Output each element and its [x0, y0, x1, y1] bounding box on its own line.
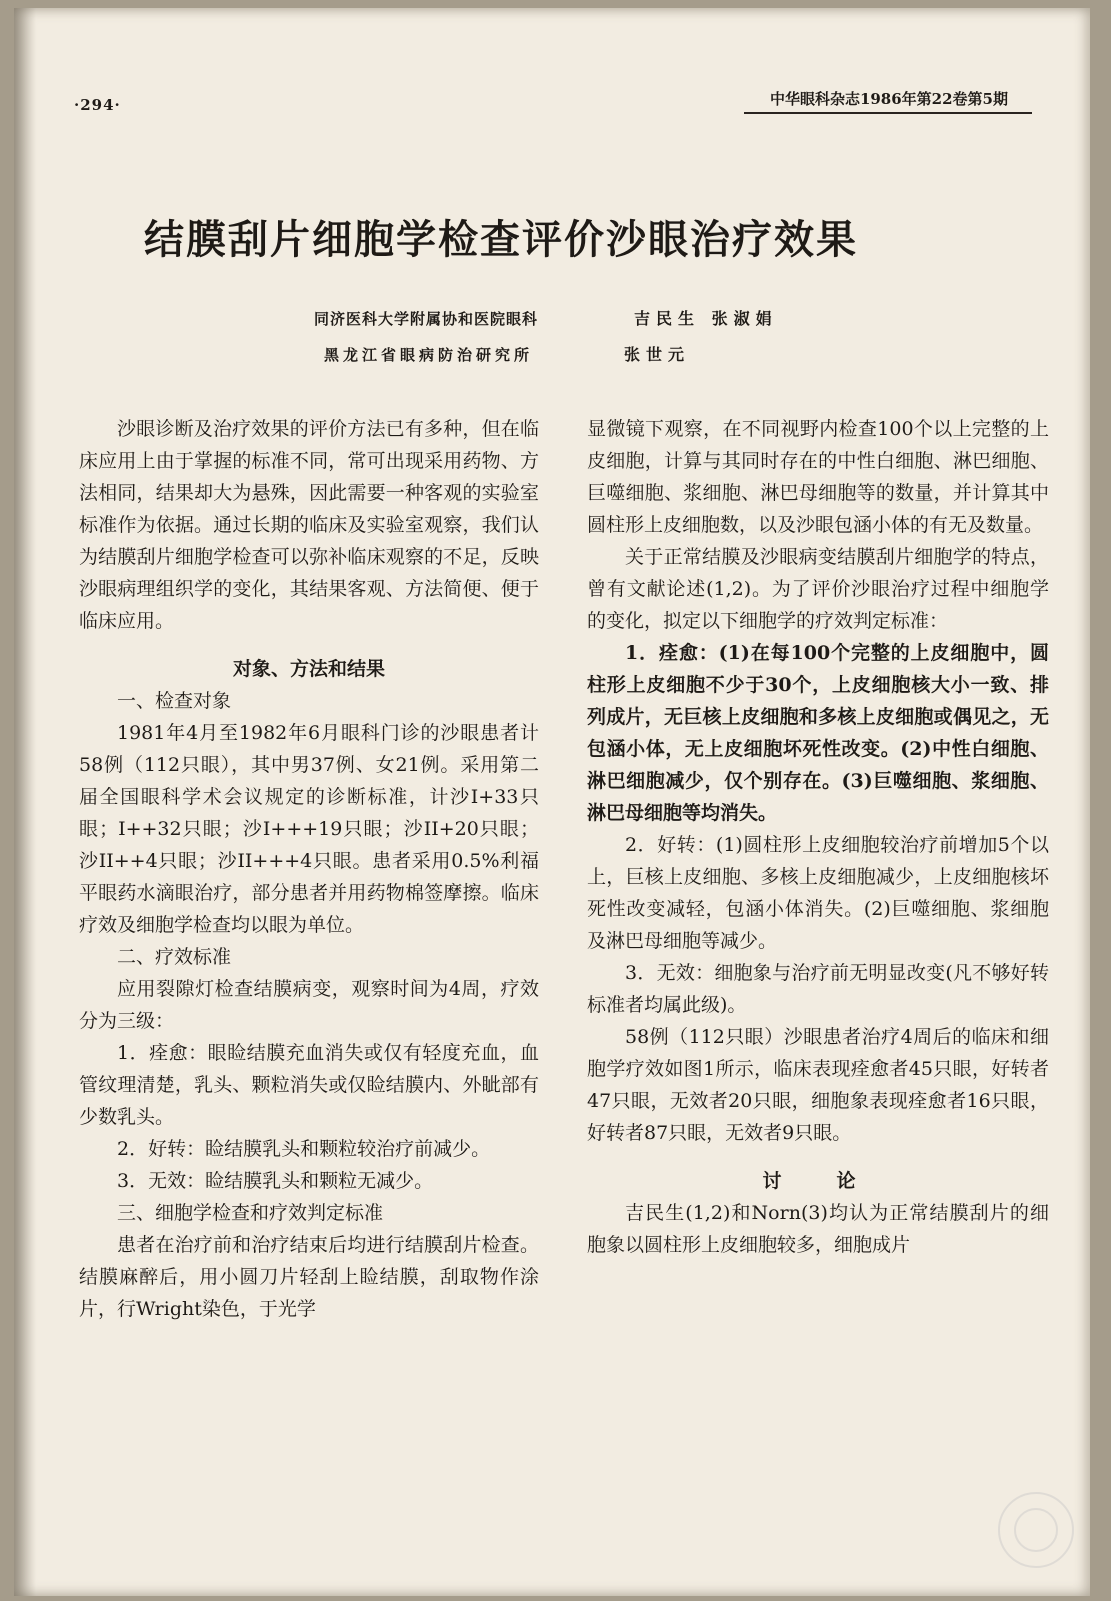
criteria-paragraph: 应用裂隙灯检查结膜病变，观察时间为4周，疗效分为三级：	[79, 978, 539, 1032]
section-heading-methods: 对象、方法和结果	[232, 658, 385, 680]
right-column	[587, 413, 1049, 1261]
discussion-paragraph: 吉民生(1,2)和Norn(3)均认为正常结膜刮片的细胞象以圆柱形上皮细胞较多，细胞成片	[587, 1202, 1049, 1256]
subjects-paragraph: 1981年4月至1982年6月眼科门诊的沙眼患者计58例（112只眼），其中男37例、女21例。采用第二届全国眼科学术会议规定的诊断标准，计沙I+33只眼；I++32只眼；沙I+++19只眼；沙II+20只眼；沙II++4只眼；沙II+++4只眼。患者采用0.5%利福平眼药水滴眼治疗，部分患者并用药物棉签摩擦。临床疗效及细胞学检查均以眼为单位。	[79, 722, 539, 936]
criteria-improved: 2．好转：睑结膜乳头和颗粒较治疗前减少。	[117, 1138, 491, 1160]
authors-2: 张世元	[624, 345, 691, 364]
cytology-paragraph: 患者在治疗前和治疗结束后均进行结膜刮片检查。结膜麻醉后，用小圆刀片轻刮上睑结膜，刮取物作涂片，行Wright染色，于光学	[79, 1234, 539, 1320]
subheading-criteria: 二、疗效标准	[117, 946, 232, 968]
page-spine-shadow	[14, 8, 36, 1596]
journal-header: 中华眼科杂志1986年第22卷第5期	[769, 90, 1008, 108]
microscopy-paragraph: 显微镜下观察，在不同视野内检查100个以上完整的上皮细胞，计算与其同时存在的中性白细胞、淋巴细胞、巨噬细胞、浆细胞、淋巴母细胞等的数量，并计算其中圆柱形上皮细胞数，以及沙眼包涵小体的有无及数量。	[587, 418, 1049, 536]
affiliation-1: 同济医科大学附属协和医院眼科	[314, 310, 539, 328]
header-rule	[744, 112, 1032, 114]
watermark-seal	[998, 1492, 1074, 1568]
intro-paragraph: 沙眼诊断及治疗效果的评价方法已有多种，但在临床应用上由于掌握的标准不同，常可出现采用药物、方法相同，结果却大为悬殊，因此需要一种客观的实验室标准作为依据。通过长期的临床及实验室观察，我们认为结膜刮片细胞学检查可以弥补临床观察的不足，反映沙眼病理组织学的变化，其结果客观、方法简便、便于临床应用。	[79, 418, 539, 632]
authors-1: 吉民生 张淑娟	[634, 309, 778, 328]
literature-paragraph: 关于正常结膜及沙眼病变结膜刮片细胞学的特点，曾有文献论述(1,2)。为了评价沙眼治疗过程中细胞学的变化，拟定以下细胞学的疗效判定标准：	[587, 546, 1049, 632]
article-title: 结膜刮片细胞学检查评价沙眼治疗效果	[144, 216, 858, 263]
subheading-subjects: 一、检查对象	[117, 690, 232, 712]
journal-page	[14, 8, 1090, 1596]
page-number: ·294·	[74, 96, 121, 114]
left-column	[79, 413, 539, 1325]
results-paragraph: 58例（112只眼）沙眼患者治疗4周后的临床和细胞学疗效如图1所示，临床表现痊愈者45只眼，好转者47只眼，无效者20只眼，细胞象表现痊愈者16只眼，好转者87只眼，无效者9只眼。	[587, 1026, 1049, 1144]
cyto-criteria-cured: 1．痊愈：(1)在每100个完整的上皮细胞中，圆柱形上皮细胞不少于30个，上皮细胞核大小一致、排列成片，无巨核上皮细胞和多核上皮细胞或偶见之，无包涵小体，无上皮细胞坏死性改变。(2)中性白细胞、淋巴细胞减少，仅个别存在。(3)巨噬细胞、浆细胞、淋巴母细胞等均消失。	[587, 642, 1049, 824]
cyto-criteria-improved: 2．好转：(1)圆柱形上皮细胞较治疗前增加5个以上，巨核上皮细胞、多核上皮细胞减少，上皮细胞核坏死性改变减轻，包涵小体消失。(2)巨噬细胞、浆细胞及淋巴母细胞等减少。	[587, 834, 1049, 952]
cyto-criteria-ineffective: 3．无效：细胞象与治疗前无明显改变(凡不够好转标准者均属此级)。	[587, 962, 1049, 1016]
affiliation-2: 黑龙江省眼病防治研究所	[324, 346, 534, 364]
criteria-cured: 1．痊愈：眼睑结膜充血消失或仅有轻度充血，血管纹理清楚，乳头、颗粒消失或仅睑结膜内、外眦部有少数乳头。	[79, 1042, 539, 1128]
subheading-cytology: 三、细胞学检查和疗效判定标准	[117, 1202, 384, 1224]
criteria-ineffective: 3．无效：睑结膜乳头和颗粒无减少。	[117, 1170, 434, 1192]
section-heading-discussion: 讨 论	[762, 1170, 874, 1192]
